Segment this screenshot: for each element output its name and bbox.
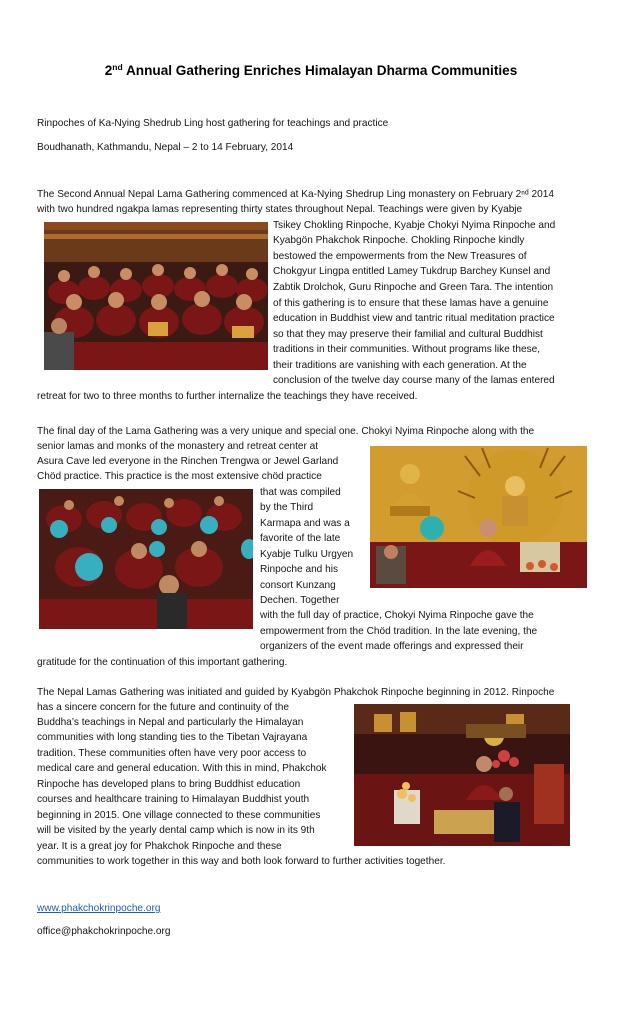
rinpoche-shrine-image <box>370 446 587 588</box>
para1-line: retreat for two to three months to further internalize the teachings they have received. <box>37 391 418 402</box>
para3-line: has a sincere concern for the future and continuity of the <box>37 702 289 713</box>
lamas-gathering-photo <box>44 222 268 370</box>
para3-line: year. It is a great joy for Phakchok Rinpoche and these <box>37 841 282 852</box>
para2-line: favorite of the late <box>260 533 341 544</box>
para2-line: that was compiled <box>260 487 341 498</box>
para1-line: their traditions are vanishing with each generation. At the <box>273 360 527 371</box>
para3-line: will be visited by the yearly dental camp which is now in its 9th <box>37 825 315 836</box>
para3-line: beginning in 2015. One village connected to these communities <box>37 810 321 821</box>
para2-line: gratitude for the continuation of this important gathering. <box>37 657 288 668</box>
para3-line: courses and healthcare training to Himalayan Buddhist youth <box>37 794 310 805</box>
para2-line: Chöd practice. This practice is the most extensive chöd practice <box>37 471 322 482</box>
para2-line: Kyabje Tulku Urgyen <box>260 549 354 560</box>
para2-line: empowerment from the Chöd tradition. In the late evening, the <box>260 626 538 637</box>
para2-line: Rinpoche and his <box>260 564 338 575</box>
subtitle: Rinpoches of Ka-Nying Shedrub Ling host gathering for teachings and practice <box>37 118 389 129</box>
para1-line: of this gathering is to ensure that these lamas have a genuine <box>273 298 549 309</box>
para2-line: Asura Cave led everyone in the Rinchen Trengwa or Jewel Garland <box>37 456 339 467</box>
lamas-gathering-image <box>44 222 268 370</box>
phakchok-teaching-photo <box>354 704 570 846</box>
para1-line: so that they may preserve their familial and cultural Buddhist <box>273 329 543 340</box>
para1-line: Kyabgön Phakchok Rinpoche. Chokling Rinpoche kindly <box>273 235 525 246</box>
para2-line: Dechen. Together <box>260 595 340 606</box>
website-link[interactable]: www.phakchokrinpoche.org <box>37 903 161 914</box>
headline-text: Annual Gathering Enriches Himalayan Dharma Communities <box>125 63 518 78</box>
rinpoche-shrine-photo <box>370 446 587 588</box>
para2-line: senior lamas and monks of the monastery and retreat center at <box>37 441 319 452</box>
para1-line: The Second Annual Nepal Lama Gathering commenced at Ka-Nying Shedrup Ling monastery on February 2ⁿᵈ 2014 <box>37 189 554 200</box>
para1-line: Zabtik Drolchok, Guru Rinpoche and Green Tara. The intention <box>273 282 554 293</box>
chod-practice-photo <box>39 489 253 629</box>
chod-practice-image <box>39 489 253 629</box>
para3-line: Rinpoche has developed plans to bring Buddhist education <box>37 779 301 790</box>
para1-line: Tsikey Chokling Rinpoche, Kyabje Chokyi Nyima Rinpoche and <box>273 220 556 231</box>
para1-line: education in Buddhist view and tantric ritual meditation practice <box>273 313 555 324</box>
phakchok-teaching-image <box>354 704 570 846</box>
para1-line: with two hundred ngakpa lamas representing thirty states throughout Nepal. Teachings were given by Kyabje <box>37 204 523 215</box>
para1-line: conclusion of the twelve day course many of the lamas entered <box>273 375 555 386</box>
para2-line: by the Third <box>260 502 314 513</box>
email-address: office@phakchokrinpoche.org <box>37 926 171 937</box>
para3-line: communities with long standing ties to the Tibetan Vajrayana <box>37 732 308 743</box>
para1-line: Chokgyur Lingpa entitled Lamey Tukdrup Barchey Kunsel and <box>273 266 551 277</box>
para3-line: tradition. These communities often have very poor access to <box>37 748 307 759</box>
para2-line: with the full day of practice, Chokyi Nyima Rinpoche gave the <box>260 610 534 621</box>
para1-line: bestowed the empowerments from the New Treasures of <box>273 251 527 262</box>
para3-line: communities to work together in this way and both look forward to further activities together. <box>37 856 446 867</box>
para1-line: traditions in their communities. Without programs like these, <box>273 344 541 355</box>
para2-line: Karmapa and was a <box>260 518 350 529</box>
para3-line: The Nepal Lamas Gathering was initiated and guided by Kyabgön Phakchok Rinpoche beginning in 2012. Rinpoche <box>37 687 555 698</box>
headline <box>0 62 622 78</box>
dateline: Boudhanath, Kathmandu, Nepal – 2 to 14 February, 2014 <box>37 142 294 153</box>
headline-ordinal-suffix: nd <box>112 62 123 72</box>
para3-line: Buddha’s teachings in Nepal and particularly the Himalayan <box>37 717 304 728</box>
para2-line: consort Kunzang <box>260 580 336 591</box>
para2-line: organizers of the event made offerings and expressed their <box>260 641 524 652</box>
para2-line: The final day of the Lama Gathering was a very unique and special one. Chokyi Nyima Rinpoche along with the <box>37 426 535 437</box>
para3-line: medical care and general education. With this in mind, Phakchok <box>37 763 327 774</box>
headline-ordinal: 2 <box>104 63 113 78</box>
